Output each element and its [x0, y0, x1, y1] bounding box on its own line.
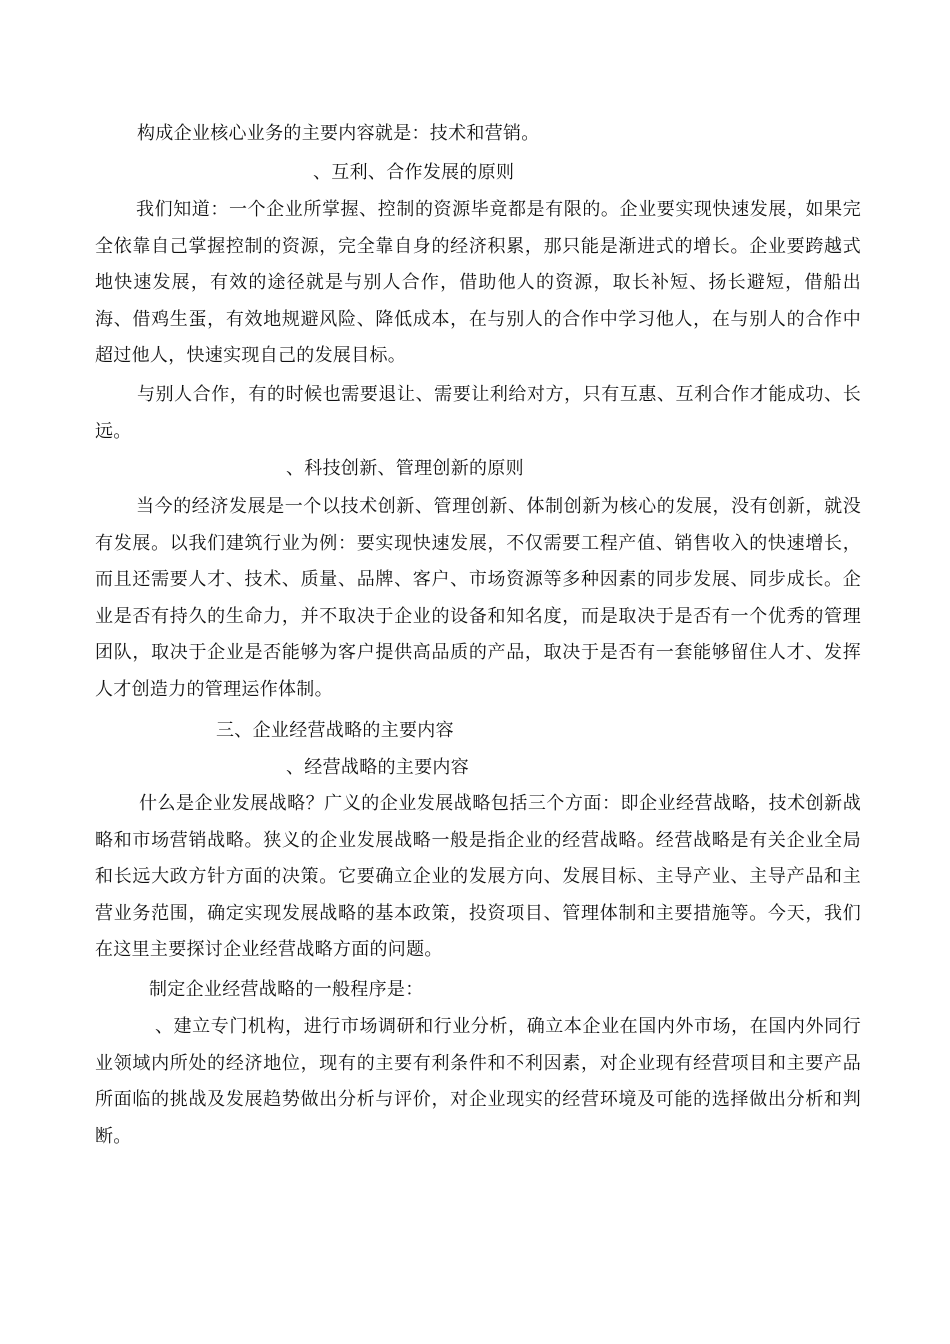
heading-section-3: 三、企业经营战略的主要内容	[216, 720, 454, 741]
heading-strategy-content: 、经营战略的主要内容	[286, 757, 469, 778]
paragraph-mutual-benefit-2: 与别人合作，有的时候也需要退让、需要让利给对方，只有互惠、互利合作才能成功、长远。	[95, 384, 861, 442]
intro-line: 构成企业核心业务的主要内容就是：技术和营销。	[137, 123, 540, 144]
paragraph-strategy: 什么是企业发展战略？广义的企业发展战略包括三个方面：即企业经营战略，技术创新战略和市场营销战略。狭义的企业发展战略一般是指企业的经营战略。经营战略是有关企业全局和长远大政方针方面的决策。它要确立企业的发展方向、发展目标、主导产业、主导产品和主营业务范围，确定实现发展战略的基本政策，投资项目、管理体制和主要措施等。今天，我们在这里主要探讨企业经营战略方面的问题。	[95, 793, 861, 961]
heading-innovation: 、科技创新、管理创新的原则	[286, 458, 524, 479]
heading-mutual-benefit: 、互利、合作发展的原则	[313, 162, 515, 183]
paragraph-step-1: 、建立专门机构，进行市场调研和行业分析，确立本企业在国内外市场，在国内外同行业领域内所处的经济地位，现有的主要有利条件和不利因素，对企业现有经营项目和主要产品所面临的挑战及发展趋势做出分析与评价，对企业现实的经营环境及可能的选择做出分析和判断。	[95, 1016, 861, 1147]
paragraph-innovation: 当今的经济发展是一个以技术创新、管理创新、体制创新为核心的发展，没有创新，就没有发展。以我们建筑行业为例：要实现快速发展，不仅需要工程产值、销售收入的快速增长，而且还需要人才、技术、质量、品牌、客户、市场资源等多种因素的同步发展、同步成长。企业是否有持久的生命力，并不取决于企业的设备和知名度，而是取决于是否有一个优秀的管理团队，取决于企业是否能够为客户提供高品质的产品，取决于是否有一套能够留住人才、发挥人才创造力的管理运作体制。	[95, 496, 861, 700]
procedure-line: 制定企业经营战略的一般程序是：	[149, 979, 424, 1000]
paragraph-mutual-benefit-1: 我们知道：一个企业所掌握、控制的资源毕竟都是有限的。企业要实现快速发展，如果完全依靠自己掌握控制的资源，完全靠自身的经济积累，那只能是渐进式的增长。企业要跨越式地快速发展，有效的途径就是与别人合作，借助他人的资源，取长补短、扬长避短，借船出海、借鸡生蛋，有效地规避风险、降低成本，在与别人的合作中学习他人，在与别人的合作中超过他人，快速实现自己的发展目标。	[95, 199, 861, 367]
